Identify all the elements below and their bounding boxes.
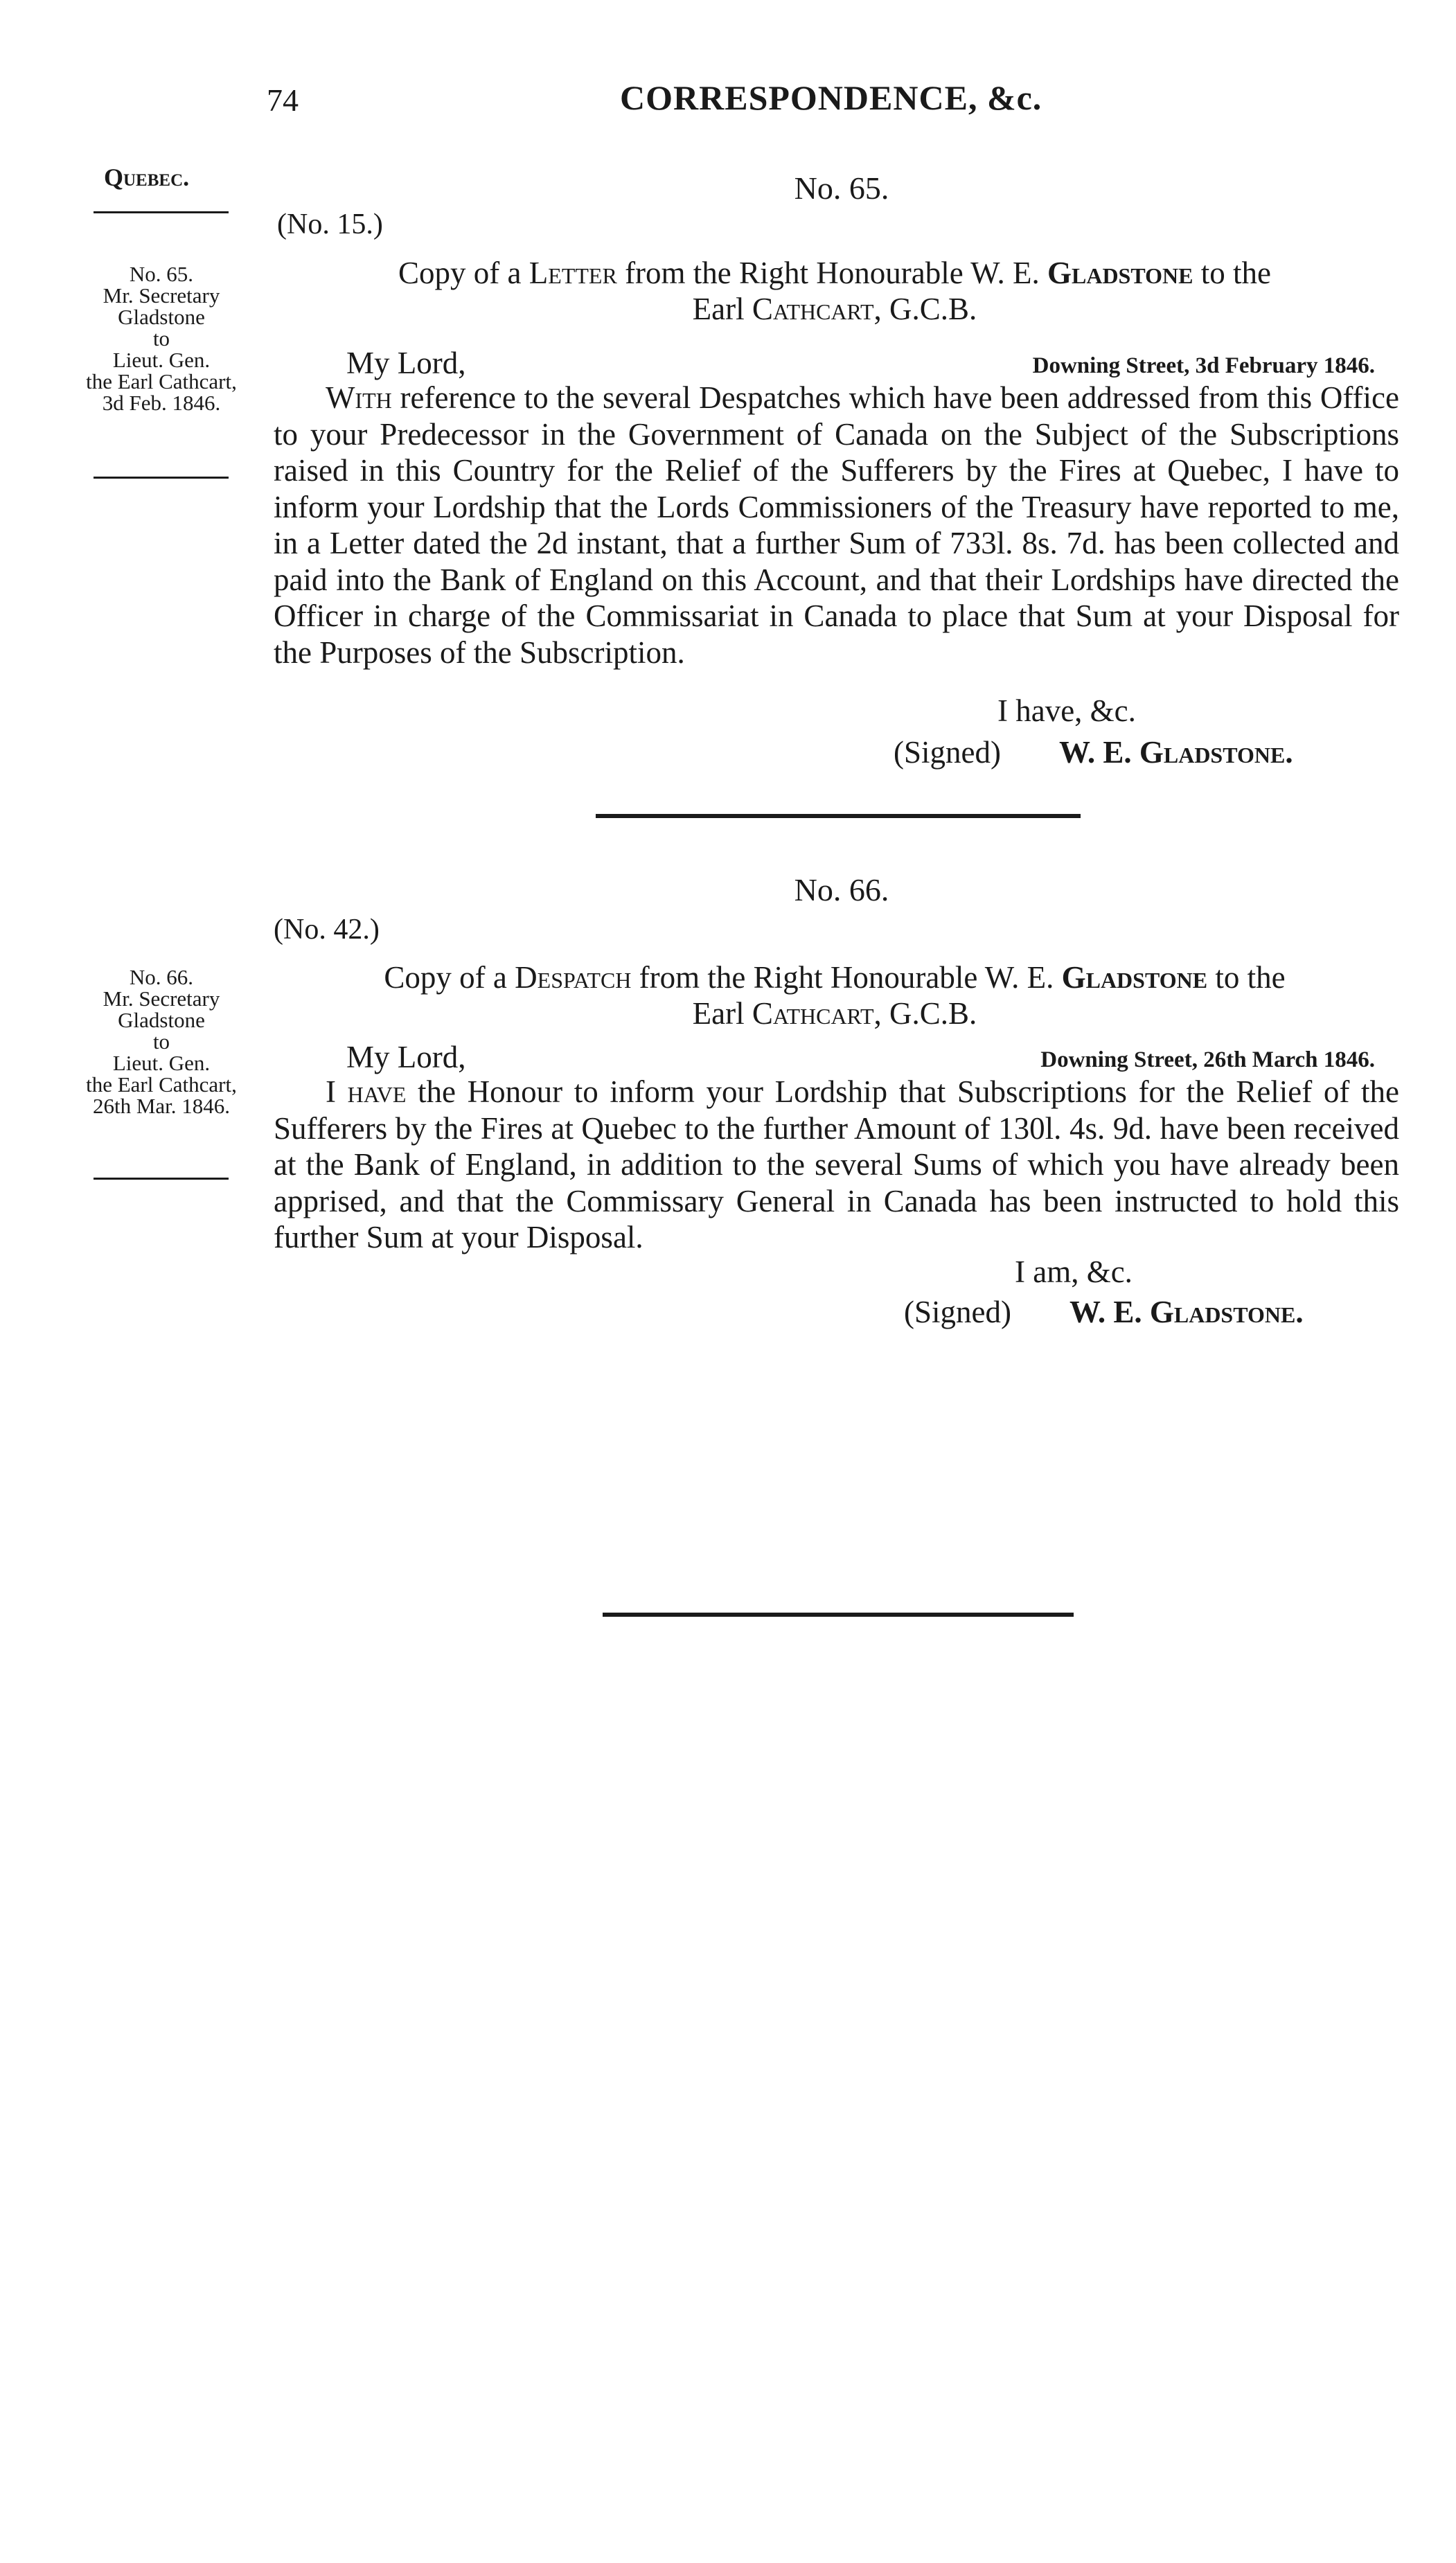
signer-name: W. E. Gladstone. <box>1058 735 1293 770</box>
heading-recipient: Cathcart <box>752 996 874 1031</box>
sidenote-line: Mr. Secretary <box>103 986 220 1011</box>
letter-body <box>274 1074 1399 1256</box>
reference-number: (No. 42.) <box>274 914 380 946</box>
sidenote-line: Lieut. Gen. <box>112 1051 211 1075</box>
heading-text: Copy of a <box>398 256 529 290</box>
salutation: My Lord, <box>346 1040 466 1074</box>
salutation: My Lord, <box>346 346 466 380</box>
heading-doc-type: Despatch <box>515 960 632 995</box>
letter-heading <box>274 255 1396 327</box>
heading-doc-type: Letter <box>529 256 617 290</box>
heading-text: to the <box>1207 960 1286 995</box>
sidenote-rule <box>94 477 229 479</box>
sidenote-line: No. 65. <box>129 262 194 286</box>
heading-text: Earl <box>692 996 752 1031</box>
heading-recipient: Cathcart <box>752 292 874 326</box>
heading-text: from the Right Honourable W. E. <box>631 960 1062 995</box>
section-rule <box>596 814 1081 818</box>
sidenote-rule <box>94 1178 229 1180</box>
letter-body <box>274 380 1399 671</box>
margin-heading-rule <box>94 211 229 213</box>
heading-text: Copy of a <box>384 960 515 995</box>
dateline: Downing Street, 3d February 1846. <box>1032 353 1375 378</box>
heading-text: to the <box>1193 256 1271 290</box>
signature <box>904 1294 1304 1330</box>
sidenote-line: 26th Mar. 1846. <box>92 1094 231 1118</box>
margin-heading: Quebec. <box>104 163 190 191</box>
lead-word: With <box>326 380 392 415</box>
end-rule <box>603 1613 1074 1617</box>
page-number: 74 <box>267 82 299 118</box>
lead-word: I have <box>326 1074 407 1109</box>
letter-number: No. 65. <box>794 170 889 206</box>
heading-text: , G.C.B. <box>873 292 977 326</box>
heading-sender: Gladstone <box>1061 960 1208 995</box>
sidenote-line: the Earl Cathcart, <box>86 1072 237 1097</box>
dateline: Downing Street, 26th March 1846. <box>1040 1047 1375 1072</box>
closing: I have, &c. <box>997 693 1136 728</box>
letter-heading <box>274 959 1396 1031</box>
sidenote-line: No. 66. <box>129 965 194 989</box>
body-text: the Honour to inform your Lordship that Subscriptions for the Relief of the Sufferers by the Fires at Quebec to the further Amount of 130l. 4s. 9d. have been received at the Bank of England, in addition to the several Sums of which you have already been apprised, and that the Commissary General in Canada has been instructed to hold this further Sum at your Disposal. <box>274 1074 1399 1254</box>
sidenote-line: to <box>152 326 170 351</box>
signer-name: W. E. Gladstone. <box>1069 1295 1304 1329</box>
signature <box>894 734 1293 770</box>
running-head: CORRESPONDENCE, &c. <box>620 78 1042 117</box>
signed-label: (Signed) <box>894 735 1001 770</box>
sidenote <box>82 263 241 414</box>
sidenote-line: Gladstone <box>118 305 205 329</box>
sidenote-line: Mr. Secretary <box>103 283 220 308</box>
sidenote-line: Gladstone <box>118 1008 205 1032</box>
sidenote-line: the Earl Cathcart, <box>86 369 237 393</box>
heading-text: from the Right Honourable W. E. <box>616 256 1047 290</box>
reference-number: (No. 15.) <box>277 209 383 240</box>
sidenote-line: 3d Feb. 1846. <box>102 391 221 415</box>
body-text: reference to the several Despatches which have been addressed from this Office to your Predecessor in the Government of Canada on the Subject of the Subscriptions raised in this Country for the Relief of the Sufferers by the Fires at Quebec, I have to inform your Lordship that the Lords Commissioners of the Treasury have reported to me, in a Letter dated the 2d instant, that a further Sum of 733l. 8s. 7d. has been collected and paid into the Bank of England on this Account, and that their Lordships have directed the Officer in charge of the Commissariat in Canada to place that Sum at your Disposal for the Purposes of the Subscription. <box>274 380 1399 670</box>
sidenote-line: Lieut. Gen. <box>112 348 211 372</box>
heading-text: Earl <box>692 292 752 326</box>
letter-number: No. 66. <box>794 872 889 907</box>
sidenote-line: to <box>152 1029 170 1054</box>
signed-label: (Signed) <box>904 1295 1011 1329</box>
closing: I am, &c. <box>1015 1254 1133 1289</box>
sidenote <box>82 966 241 1117</box>
heading-text: , G.C.B. <box>873 996 977 1031</box>
heading-sender: Gladstone <box>1047 256 1193 290</box>
